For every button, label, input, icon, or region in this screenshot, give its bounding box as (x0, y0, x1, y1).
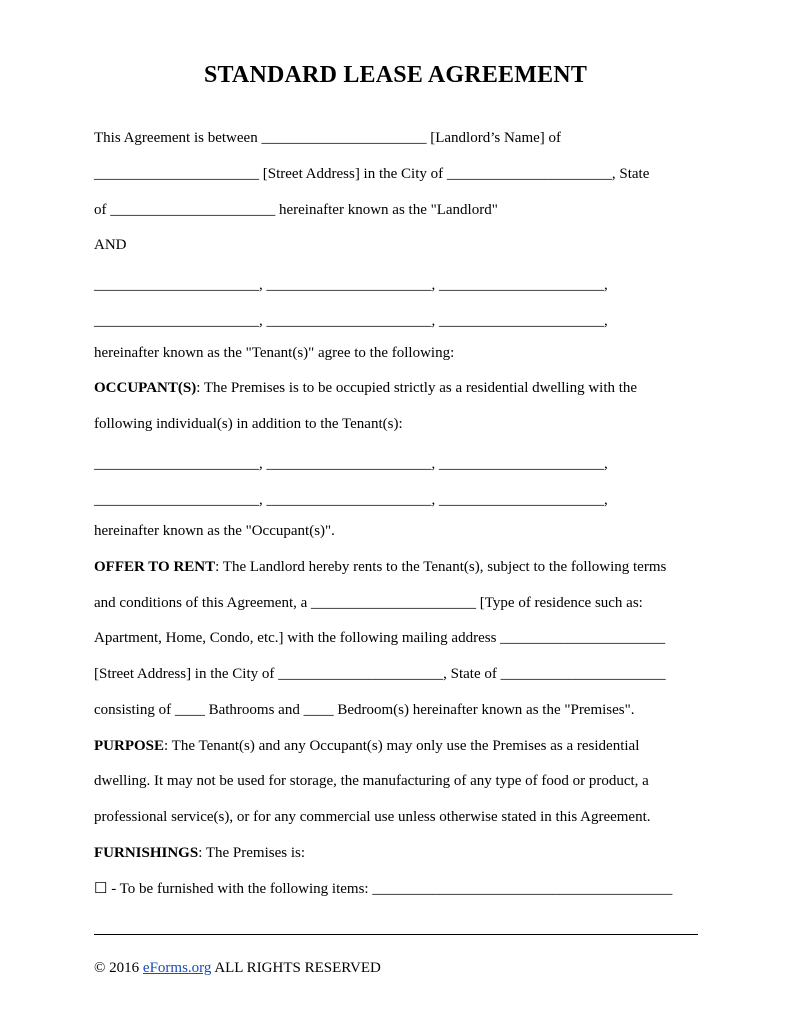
parties-line-1-text-b: [Landlord’s Name] of (426, 130, 562, 146)
parties-line-2-text-a: [Street Address] in the City of (259, 166, 447, 182)
offer-text-4-a: [Street Address] in the City of (94, 666, 279, 682)
tenant-names-row-2[interactable]: ______________________, ______________________, ______________________, (94, 313, 608, 329)
offer-heading: OFFER TO RENT (94, 559, 216, 575)
offer-text-5-c: Bedroom(s) hereinafter known as the "Premises". (333, 702, 635, 718)
occupant-names-row-1[interactable]: ______________________, ______________________, ______________________, (94, 456, 608, 472)
offer-line-5 (94, 701, 635, 719)
copyright-text: © 2016 (94, 960, 143, 976)
furnishings-text-1: : The Premises is: (198, 845, 305, 861)
offer-text-5-a: consisting of (94, 702, 175, 718)
parties-line-3 (94, 201, 498, 219)
furnished-items-field[interactable]: ________________________________________ (372, 881, 673, 897)
residence-type-field[interactable]: ______________________ (311, 595, 477, 611)
parties-line-3-text-b: hereinafter known as the "Landlord" (275, 202, 498, 218)
and-label: AND (94, 237, 127, 253)
mailing-address-field[interactable]: ______________________ (500, 630, 666, 646)
purpose-line-3: professional service(s), or for any commercial use unless otherwise stated in this Agreement. (94, 809, 651, 825)
tenant-known-text: hereinafter known as the "Tenant(s)" agree to the following: (94, 345, 455, 361)
parties-line-2 (94, 165, 649, 183)
furnishings-heading: FURNISHINGS (94, 845, 199, 861)
occupant-names-row-2[interactable]: ______________________, ______________________, ______________________, (94, 492, 608, 508)
parties-line-1 (94, 129, 561, 147)
document-title: STANDARD LEASE AGREEMENT (203, 62, 588, 88)
bathrooms-field[interactable]: ____ (174, 702, 205, 718)
bedrooms-field[interactable]: ____ (303, 702, 334, 718)
offer-line-2 (94, 594, 643, 612)
landlord-city-field[interactable]: ______________________ (446, 166, 612, 182)
furnished-option (94, 880, 672, 898)
occupants-line-1 (94, 379, 637, 397)
occupants-heading: OCCUPANT(S) (94, 380, 197, 396)
offer-text-4-b: , State of (443, 666, 501, 682)
landlord-state-field[interactable]: ______________________ (110, 202, 276, 218)
checkbox-icon[interactable]: ☐ (94, 881, 108, 897)
parties-line-3-text-a: of (94, 202, 111, 218)
purpose-heading: PURPOSE (94, 738, 165, 754)
occupants-text-1: : The Premises is to be occupied strictly as a residential dwelling with the (196, 380, 638, 396)
purpose-line-2: dwelling. It may not be used for storage, the manufacturing of any type of food or product, a (94, 773, 649, 789)
offer-line-1 (94, 558, 666, 576)
landlord-street-field[interactable]: ______________________ (94, 166, 259, 182)
footer-divider (94, 934, 698, 935)
footer (94, 960, 381, 977)
furnished-option-label: - To be furnished with the following items: (107, 881, 373, 897)
rights-text: ALL RIGHTS RESERVED (211, 960, 381, 976)
occupants-known-text: hereinafter known as the "Occupant(s)". (94, 523, 335, 539)
parties-line-1-text-a: This Agreement is between (94, 130, 262, 146)
parties-line-2-text-b: , State (611, 166, 650, 182)
premises-state-field[interactable]: ______________________ (500, 666, 666, 682)
furnishings-line-1 (94, 844, 305, 862)
offer-text-1: : The Landlord hereby rents to the Tenant(s), subject to the following terms (215, 559, 667, 575)
offer-text-2-a: and conditions of this Agreement, a (94, 595, 312, 611)
landlord-name-field[interactable]: ______________________ (261, 130, 427, 146)
offer-line-3 (94, 629, 665, 647)
tenant-names-row-1[interactable]: ______________________, ______________________, ______________________, (94, 277, 608, 293)
occupants-line-2: following individual(s) in addition to the Tenant(s): (94, 416, 403, 432)
purpose-text-1: : The Tenant(s) and any Occupant(s) may only use the Premises as a residential (164, 738, 640, 754)
offer-text-5-b: Bathrooms and (204, 702, 304, 718)
purpose-line-1 (94, 737, 639, 755)
offer-text-2-b: [Type of residence such as: (476, 595, 643, 611)
offer-text-3-a: Apartment, Home, Condo, etc.] with the following mailing address (94, 630, 501, 646)
offer-line-4 (94, 665, 666, 683)
premises-city-field[interactable]: ______________________ (278, 666, 444, 682)
eforms-link[interactable]: eForms.org (142, 960, 212, 976)
